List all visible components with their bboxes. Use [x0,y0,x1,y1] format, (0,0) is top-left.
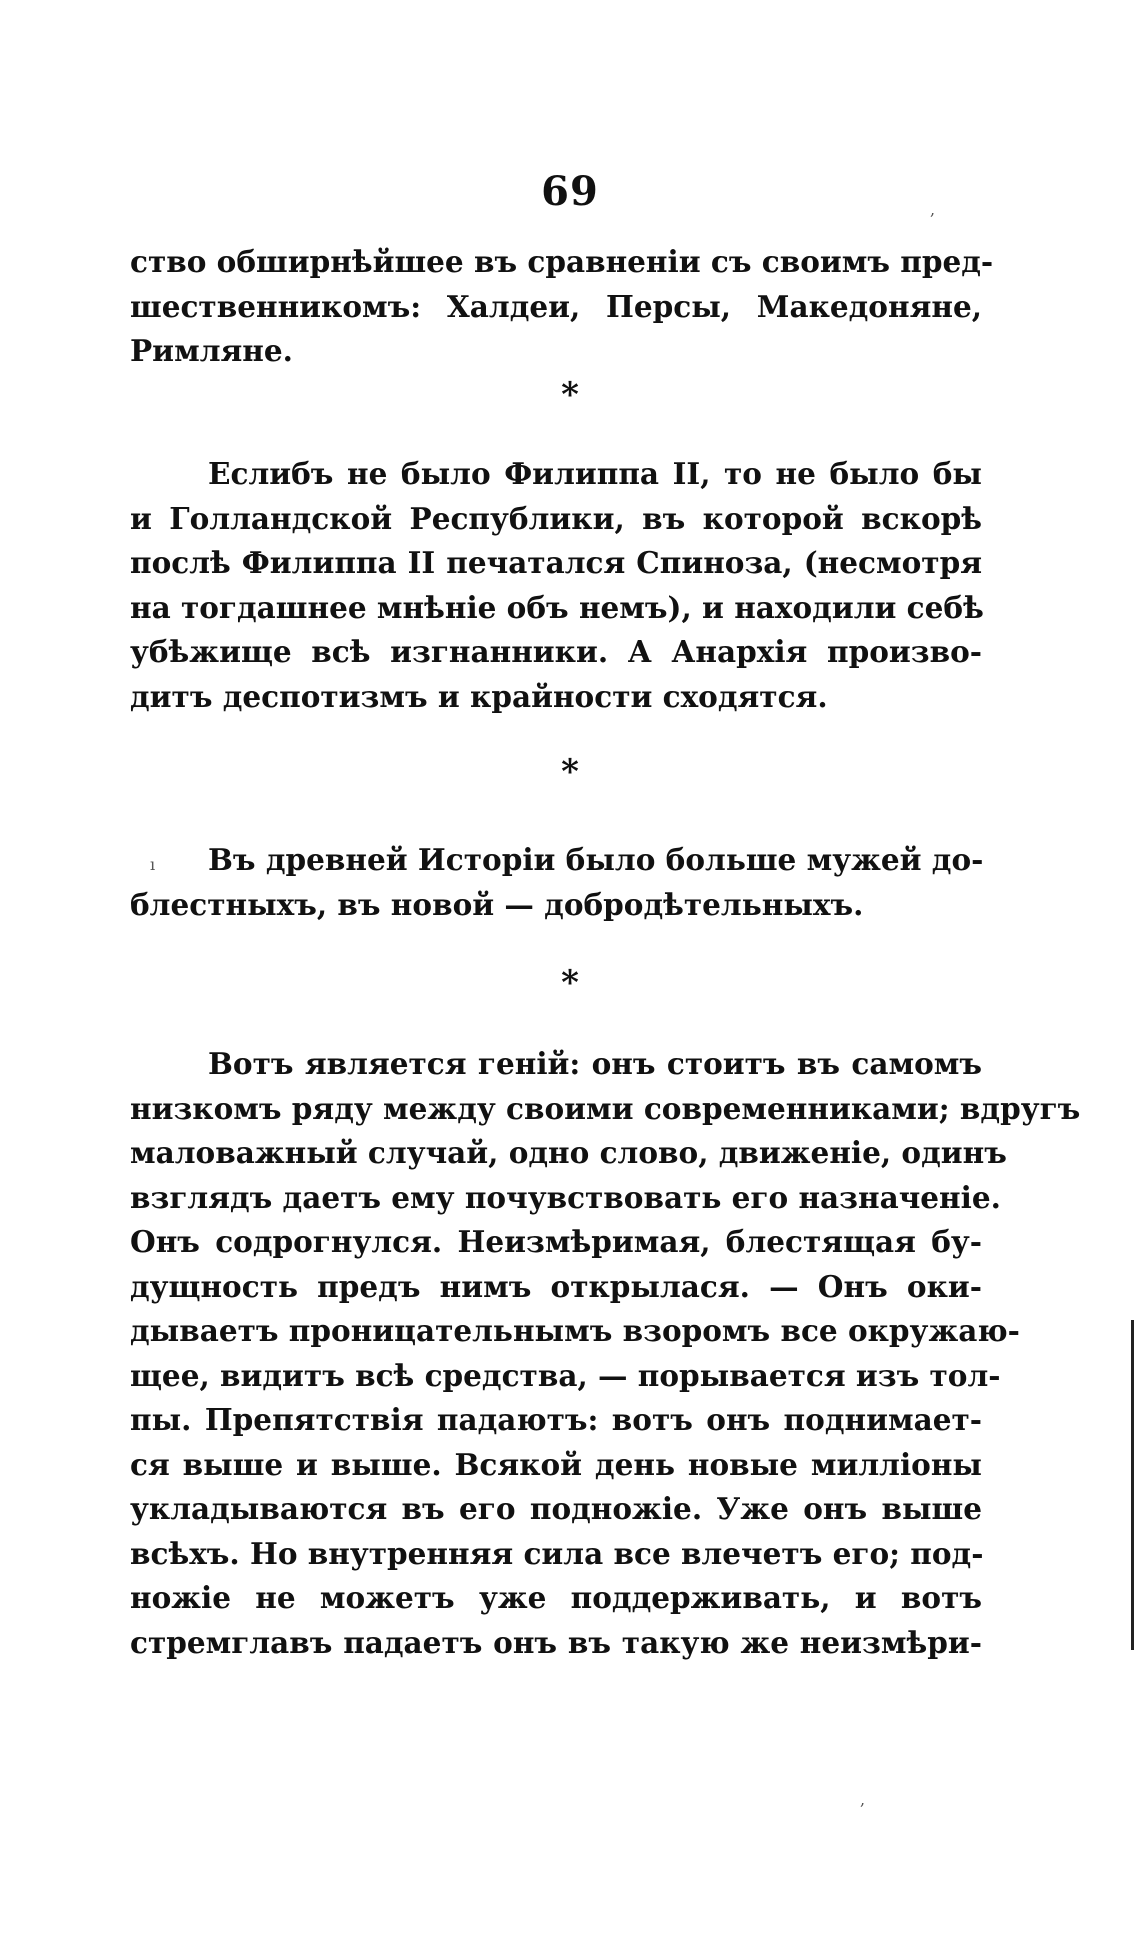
text-line: Вотъ является геній: онъ стоитъ въ самомъ [208,1046,982,1081]
paragraph-2 [130,452,982,719]
section-separator-star: * [561,375,579,415]
scan-edge-line [1131,1320,1134,1650]
text-line: низкомъ ряду между своими современниками; вдругъ [130,1090,1081,1126]
page-number: 69 [541,168,599,215]
section-separator-star: * [561,752,579,792]
text-line: дываетъ проницательнымъ взоромъ все окружаю- [130,1313,1020,1348]
scan-speck: ı [150,855,156,874]
text-line: Онъ содрогнулся. Неизмѣримая, блестящая бу- [130,1224,982,1259]
text-line: дитъ деспотизмъ и крайности сходятся. [130,678,828,714]
text-line: всѣхъ. Но внутренняя сила все влечетъ его; под- [130,1535,984,1571]
text-line: пы. Препятствія падаютъ: вотъ онъ поднимает- [130,1402,982,1437]
text-line: блестныхъ, въ новой — добродѣтельныхъ. [130,886,864,922]
text-line: послѣ Филиппа II печатался Спиноза, (несмотря [130,545,982,580]
text-line: маловажный случай, одно слово, движеніе, одинъ [130,1135,1007,1170]
text-line: ся выше и выше. Всякой день новые милліоны [130,1446,982,1482]
text-line: Римляне. [130,333,293,368]
text-line: взглядъ даетъ ему почувствовать его назначеніе. [130,1179,1001,1215]
text-line: ство обширнѣйшее въ сравненіи съ своимъ пред- [130,244,994,279]
text-line: убѣжище всѣ изгнанники. А Анархія произво- [130,634,982,669]
text-line: стремглавъ падаетъ онъ въ такую же неизмѣри- [130,1624,982,1660]
scan-speck: , [930,200,936,219]
text-line: дущность предъ нимъ открылася. — Онъ оки- [130,1268,982,1304]
paragraph-3 [130,838,982,927]
text-line: шественникомъ: Халдеи, Персы, Македоняне, [130,288,982,324]
scan-speck: , [860,1790,866,1809]
text-line: ножіе не можетъ уже поддерживать, и вотъ [130,1580,982,1615]
text-line: и Голландской Республики, въ которой вскорѣ [130,500,982,536]
text-line: Еслибъ не было Филиппа II, то не было бы [208,456,982,491]
text-line: Въ древней Исторіи было больше мужей до- [208,842,984,877]
text-line: укладываются въ его подножіе. Уже онъ выше [130,1491,982,1526]
paragraph-1 [130,240,994,374]
text-line: на тогдашнее мнѣніе объ немъ), и находили себѣ [130,589,984,625]
section-separator-star: * [561,963,579,1003]
text-line: щее, видитъ всѣ средства, — порывается изъ тол- [130,1357,1001,1393]
paragraph-4 [130,1042,1081,1665]
